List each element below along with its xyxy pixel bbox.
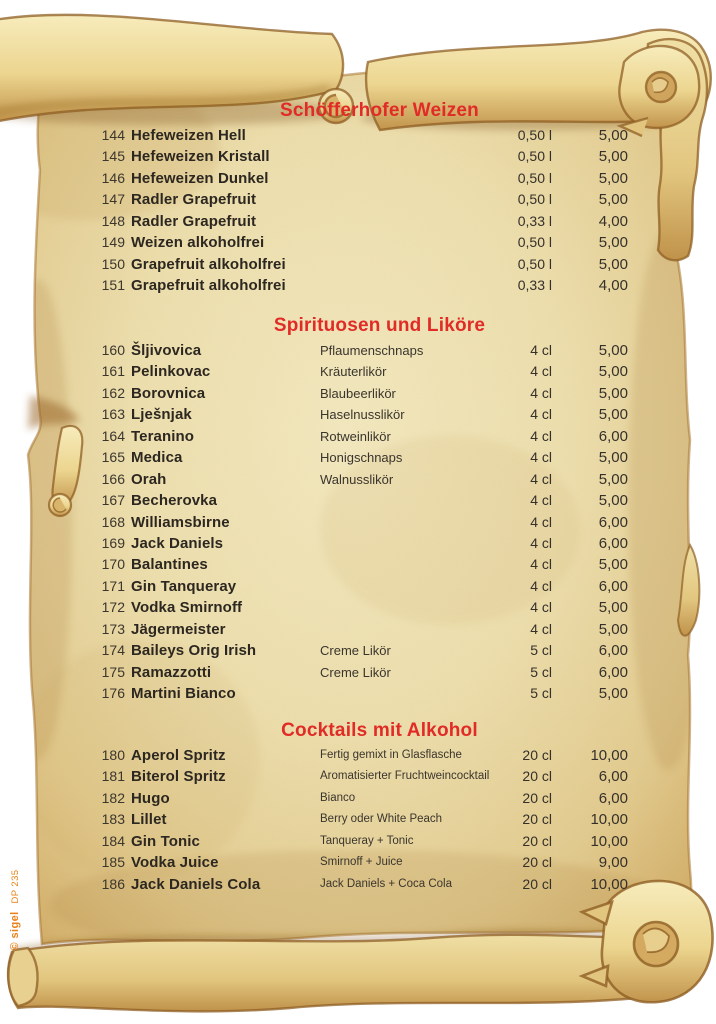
item-name: Orah	[131, 470, 167, 488]
item-description	[320, 254, 486, 275]
watermark-brand: © sigel	[9, 911, 21, 951]
item-number: 183	[101, 811, 125, 828]
menu-row	[85, 404, 628, 425]
item-quantity: 4 cl	[530, 427, 552, 444]
item-quantity: 0,50 l	[517, 255, 552, 272]
item-price: 5,00	[598, 191, 628, 209]
item-name: Hugo	[131, 789, 170, 807]
item-price: 5,00	[598, 449, 628, 467]
item-quantity: 20 cl	[522, 768, 552, 785]
item-name: Radler Grapefruit	[131, 191, 257, 209]
menu-row	[85, 447, 628, 468]
item-price: 6,00	[598, 768, 628, 786]
item-price: 5,00	[598, 470, 628, 488]
menu-section	[85, 98, 628, 297]
menu-row	[85, 340, 628, 361]
menu-row	[85, 426, 628, 447]
item-quantity: 0,33 l	[517, 277, 552, 294]
item-number: 163	[101, 406, 125, 423]
item-description	[320, 576, 486, 597]
menu-row	[85, 554, 628, 575]
item-price: 5,00	[598, 406, 628, 424]
item-quantity: 20 cl	[522, 789, 552, 806]
item-quantity: 5 cl	[530, 685, 552, 701]
menu-row	[85, 232, 628, 253]
item-number: 174	[101, 642, 125, 659]
item-number: 167	[101, 492, 125, 509]
menu-row	[85, 361, 628, 382]
printer-watermark	[7, 862, 23, 958]
menu-row	[85, 640, 628, 661]
item-description: Walnusslikör	[320, 471, 394, 487]
item-number: 175	[101, 663, 125, 680]
item-name: Jägermeister	[131, 620, 226, 638]
item-name: Balantines	[131, 556, 208, 574]
item-name: Radler Grapefruit	[131, 212, 257, 230]
item-price: 6,00	[598, 513, 628, 531]
item-description	[320, 597, 486, 618]
section-rows	[85, 745, 628, 895]
item-price: 5,00	[598, 384, 628, 402]
item-number: 172	[101, 599, 125, 616]
item-price: 5,00	[598, 492, 628, 510]
item-quantity: 4 cl	[530, 620, 552, 637]
item-number: 168	[101, 513, 125, 530]
item-price: 5,00	[598, 620, 628, 638]
item-quantity: 20 cl	[522, 854, 552, 871]
item-number: 148	[101, 212, 125, 229]
menu-row	[85, 745, 628, 766]
item-quantity: 20 cl	[522, 747, 552, 763]
item-name: Gin Tanqueray	[131, 577, 237, 595]
menu-row	[85, 597, 628, 618]
item-description	[320, 512, 486, 533]
item-name: Weizen alkoholfrei	[131, 234, 265, 252]
item-number: 147	[101, 191, 125, 208]
item-number: 169	[101, 534, 125, 551]
item-price: 5,00	[598, 599, 628, 617]
menu-row	[85, 788, 628, 809]
item-quantity: 4 cl	[530, 492, 552, 509]
item-number: 146	[101, 169, 125, 186]
section-rows	[85, 125, 628, 297]
item-quantity: 5 cl	[530, 663, 552, 680]
item-number: 180	[101, 747, 125, 763]
item-number: 181	[101, 768, 125, 785]
menu-row	[85, 254, 628, 275]
item-price: 6,00	[598, 663, 628, 681]
item-price: 6,00	[598, 642, 628, 660]
menu-row	[85, 831, 628, 852]
item-number: 166	[101, 470, 125, 487]
item-name: Gin Tonic	[131, 832, 200, 850]
item-number: 160	[101, 342, 125, 358]
item-price: 6,00	[598, 577, 628, 595]
item-number: 184	[101, 832, 125, 849]
item-price: 10,00	[590, 747, 628, 764]
item-price: 4,00	[598, 212, 628, 230]
item-number: 151	[101, 277, 125, 294]
section-title: Spirituosen und Liköre	[273, 315, 486, 336]
menu-row	[85, 469, 628, 490]
item-name: Jack Daniels Cola	[131, 875, 261, 893]
item-price: 9,00	[598, 854, 628, 872]
item-quantity: 0,50 l	[517, 148, 552, 165]
item-name: Teranino	[131, 427, 195, 445]
menu-section	[85, 313, 628, 704]
item-number: 145	[101, 148, 125, 165]
item-name: Martini Bianco	[131, 685, 236, 702]
item-name: Becherovka	[131, 492, 218, 510]
item-number: 161	[101, 363, 125, 380]
item-description: Creme Likör	[320, 643, 391, 659]
item-description	[320, 554, 486, 575]
item-quantity: 0,33 l	[517, 212, 552, 229]
item-price: 6,00	[598, 534, 628, 552]
item-description: Pflaumenschnaps	[320, 343, 424, 358]
item-price: 6,00	[598, 789, 628, 807]
item-description: Honigschnaps	[320, 450, 403, 466]
item-number: 186	[101, 875, 125, 892]
item-quantity: 4 cl	[530, 342, 552, 358]
menu-row	[85, 766, 628, 787]
item-price: 5,00	[598, 169, 628, 187]
item-description: Tanqueray + Tonic	[320, 834, 414, 847]
item-quantity: 4 cl	[530, 513, 552, 530]
item-price: 10,00	[590, 811, 628, 829]
section-title: Cocktails mit Alkohol	[281, 720, 478, 741]
item-description	[320, 683, 486, 704]
menu-row	[85, 275, 628, 296]
item-description	[320, 189, 486, 210]
section-rows	[85, 340, 628, 704]
section-title: Schöfferhofer Weizen	[280, 100, 479, 121]
item-price: 10,00	[590, 832, 628, 850]
menu-row	[85, 125, 628, 146]
item-description: Aromatisierter Fruchtweincocktail	[320, 770, 490, 783]
item-price: 10,00	[590, 875, 628, 893]
item-quantity: 20 cl	[522, 875, 552, 892]
item-number: 165	[101, 449, 125, 466]
item-description	[320, 275, 486, 296]
item-number: 176	[101, 685, 125, 701]
item-quantity: 20 cl	[522, 832, 552, 849]
item-name: Lješnjak	[131, 406, 192, 424]
menu-row	[85, 619, 628, 640]
item-quantity: 4 cl	[530, 599, 552, 616]
item-name: Lillet	[131, 811, 167, 829]
item-description: Fertig gemixt in Glasflasche	[320, 749, 462, 761]
menu-row	[85, 683, 628, 704]
item-price: 5,00	[598, 556, 628, 574]
item-name: Pelinkovac	[131, 363, 211, 381]
item-description	[320, 619, 486, 640]
item-name: Vodka Smirnoff	[131, 599, 243, 617]
item-name: Borovnica	[131, 384, 206, 402]
item-name: Hefeweizen Dunkel	[131, 169, 269, 187]
item-price: 4,00	[598, 277, 628, 295]
item-price: 5,00	[598, 127, 628, 144]
item-quantity: 5 cl	[530, 642, 552, 659]
item-quantity: 4 cl	[530, 534, 552, 551]
item-description	[320, 168, 486, 189]
menu-row	[85, 809, 628, 830]
item-description: Jack Daniels + Coca Cola	[320, 877, 452, 890]
item-description: Rotweinlikör	[320, 428, 391, 444]
item-number: 182	[101, 789, 125, 806]
item-number: 144	[101, 127, 125, 143]
item-number: 149	[101, 234, 125, 251]
menu-row	[85, 490, 628, 511]
item-quantity: 0,50 l	[517, 169, 552, 186]
item-name: Šljivovica	[131, 342, 202, 359]
menu-row	[85, 533, 628, 554]
item-description	[320, 490, 486, 511]
item-name: Medica	[131, 449, 183, 467]
item-price: 6,00	[598, 427, 628, 445]
watermark-code: DP 235	[9, 869, 21, 904]
item-number: 150	[101, 255, 125, 272]
item-name: Jack Daniels	[131, 534, 224, 552]
item-price: 5,00	[598, 255, 628, 273]
menu-row	[85, 146, 628, 167]
item-quantity: 4 cl	[530, 556, 552, 573]
item-description: Bianco	[320, 791, 356, 804]
item-name: Aperol Spritz	[131, 747, 226, 764]
menu-row	[85, 662, 628, 683]
item-name: Biterol Spritz	[131, 768, 226, 786]
item-description	[320, 125, 486, 146]
item-name: Baileys Orig Irish	[131, 642, 257, 660]
item-number: 185	[101, 854, 125, 871]
item-description	[320, 146, 486, 167]
item-description: Blaubeerlikör	[320, 385, 396, 401]
item-name: Vodka Juice	[131, 854, 219, 872]
item-quantity: 4 cl	[530, 577, 552, 594]
item-price: 5,00	[598, 148, 628, 166]
item-quantity: 0,50 l	[517, 127, 552, 143]
menu-section	[85, 718, 628, 895]
item-number: 170	[101, 556, 125, 573]
item-name: Hefeweizen Kristall	[131, 148, 270, 166]
item-description	[320, 533, 486, 554]
item-number: 171	[101, 577, 125, 594]
item-description: Creme Likör	[320, 664, 391, 680]
item-name: Grapefruit alkoholfrei	[131, 255, 286, 273]
item-quantity: 4 cl	[530, 363, 552, 380]
item-number: 173	[101, 620, 125, 637]
item-quantity: 4 cl	[530, 470, 552, 487]
item-name: Grapefruit alkoholfrei	[131, 277, 286, 295]
item-price: 5,00	[598, 234, 628, 252]
menu-row	[85, 211, 628, 232]
menu-row	[85, 189, 628, 210]
menu-row	[85, 576, 628, 597]
item-name: Hefeweizen Hell	[131, 127, 246, 144]
item-description	[320, 211, 486, 232]
item-description: Smirnoff + Juice	[320, 856, 403, 869]
menu-row	[85, 383, 628, 404]
item-name: Ramazzotti	[131, 663, 212, 681]
item-quantity: 0,50 l	[517, 191, 552, 208]
item-quantity: 20 cl	[522, 811, 552, 828]
item-quantity: 4 cl	[530, 406, 552, 423]
menu-row	[85, 168, 628, 189]
item-number: 164	[101, 427, 125, 444]
item-price: 5,00	[598, 363, 628, 381]
item-description	[320, 232, 486, 253]
item-description: Kräuterlikör	[320, 364, 387, 380]
item-name: Williamsbirne	[131, 513, 230, 531]
item-quantity: 4 cl	[530, 449, 552, 466]
menu-row	[85, 512, 628, 533]
menu-row	[85, 874, 628, 895]
item-price: 5,00	[598, 685, 628, 702]
menu-row	[85, 852, 628, 873]
item-description: Berry oder White Peach	[320, 813, 443, 826]
item-price: 5,00	[598, 342, 628, 359]
item-quantity: 0,50 l	[517, 234, 552, 251]
item-number: 162	[101, 384, 125, 401]
item-quantity: 4 cl	[530, 384, 552, 401]
item-description: Haselnusslikör	[320, 407, 405, 423]
